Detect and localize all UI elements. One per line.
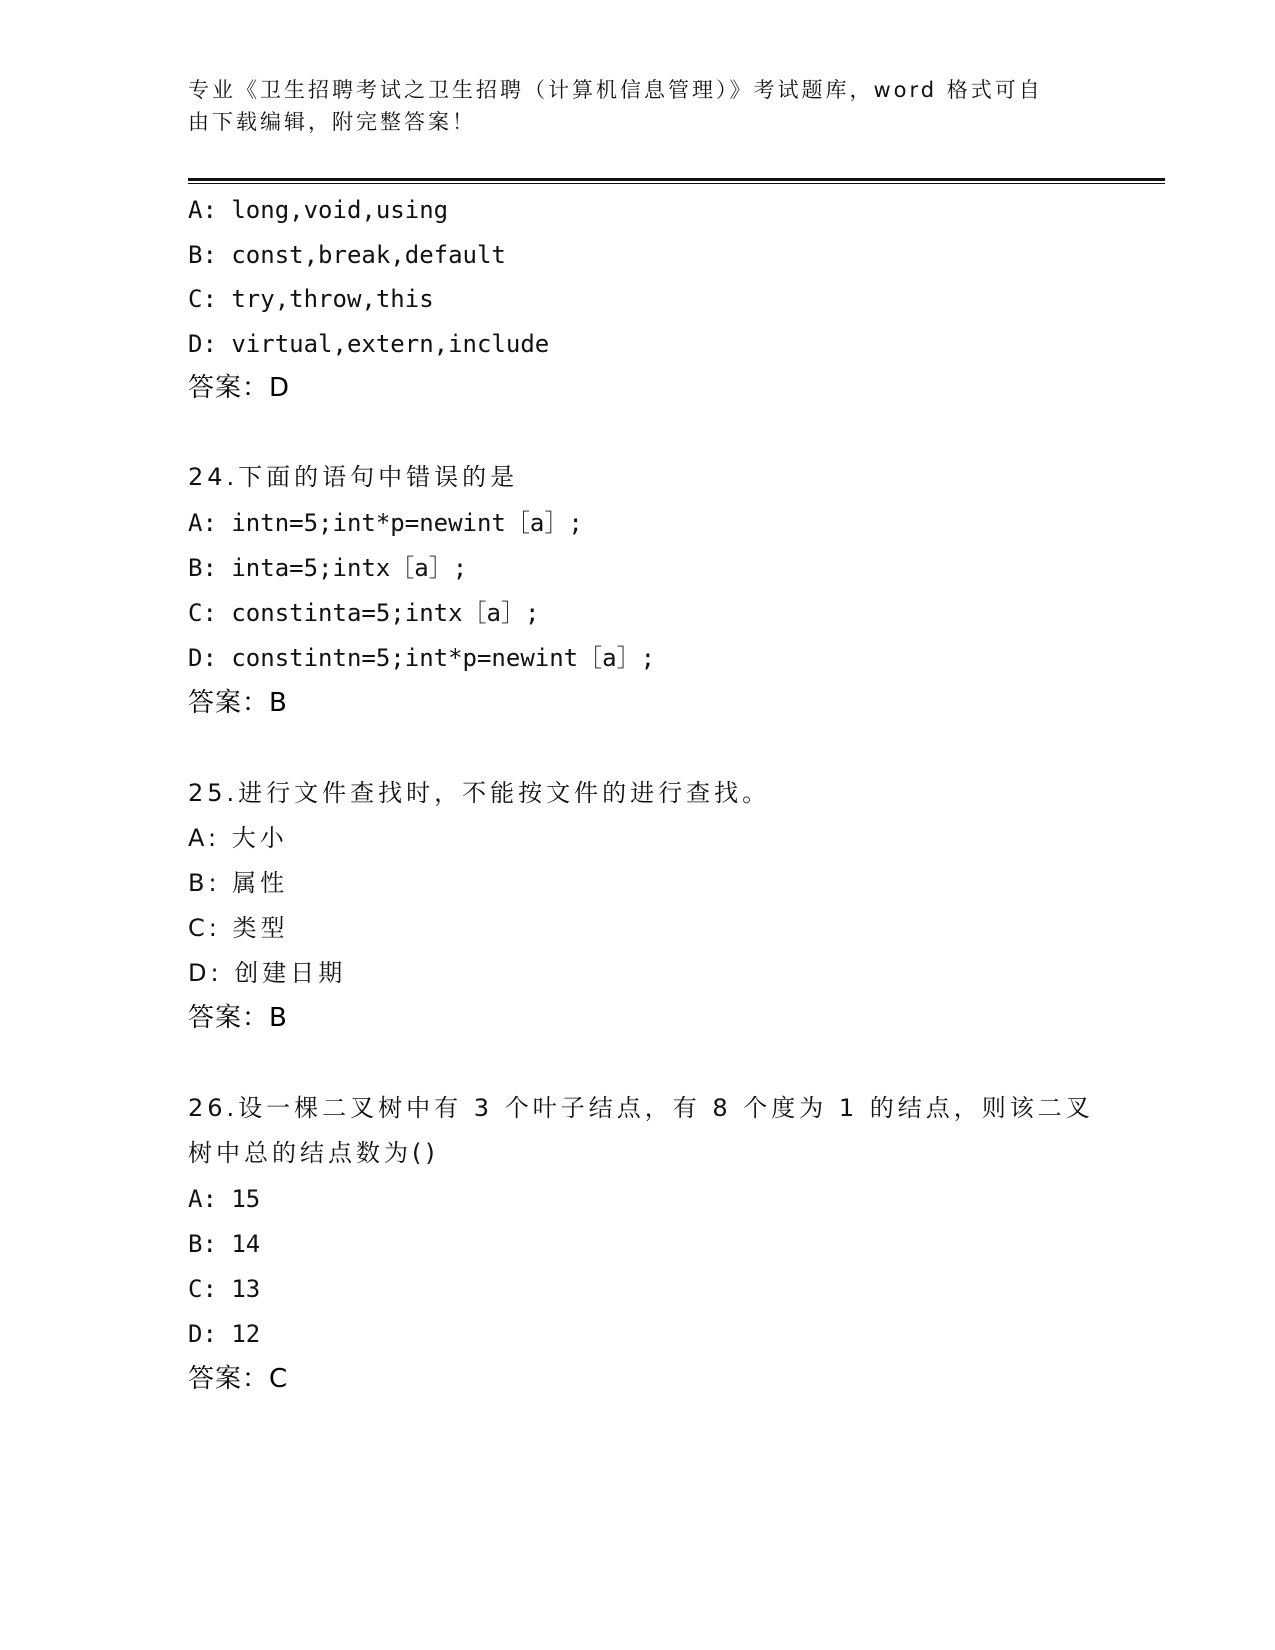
q25-option-c: C: 类型 (188, 914, 289, 942)
q23-option-b: B: const,break,default (188, 241, 506, 269)
q26-option-a: A: 15 (188, 1185, 261, 1213)
header-divider-thin (188, 183, 1165, 184)
q25-option-a: A: 大小 (188, 824, 288, 852)
q23-option-d: D: virtual,extern,include (188, 330, 550, 358)
q26-option-d: D: 12 (188, 1320, 261, 1348)
q24-question: 24.下面的语句中错误的是 (188, 463, 519, 491)
q26-option-b: B: 14 (188, 1230, 261, 1258)
q24-option-b: B: inta=5;intx［a］; (188, 554, 468, 582)
q25-option-b: B: 属性 (188, 869, 289, 897)
q24-option-a: A: intn=5;int*p=newint［a］; (188, 509, 583, 537)
q24-option-d: D: constintn=5;int*p=newint［a］; (188, 644, 656, 672)
q24-answer: 答案：B (188, 688, 288, 718)
q23-answer: 答案：D (188, 373, 291, 403)
q24-option-c: C: constinta=5;intx［a］; (188, 599, 540, 627)
q23-option-c: C: try,throw,this (188, 285, 434, 313)
header-line-2: 由下载编辑，附完整答案！ (188, 110, 476, 134)
header-line-1: 专业《卫生招聘考试之卫生招聘（计算机信息管理）》考试题库，word 格式可自 (188, 78, 1043, 102)
q25-answer: 答案：B (188, 1003, 288, 1033)
header-divider-thick (188, 178, 1165, 181)
q26-question-line-2: 树中总的结点数为() (188, 1139, 439, 1167)
q26-option-c: C: 13 (188, 1275, 261, 1303)
document-header (188, 74, 1088, 138)
q23-option-a: A: long,void,using (188, 196, 449, 224)
q26-question-line-1: 26.设一棵二叉树中有 3 个叶子结点，有 8 个度为 1 的结点，则该二叉 (188, 1094, 1094, 1122)
q25-question: 25.进行文件查找时，不能按文件的进行查找。 (188, 779, 771, 807)
q25-option-d: D: 创建日期 (188, 959, 347, 987)
q26-answer: 答案：C (188, 1364, 289, 1394)
